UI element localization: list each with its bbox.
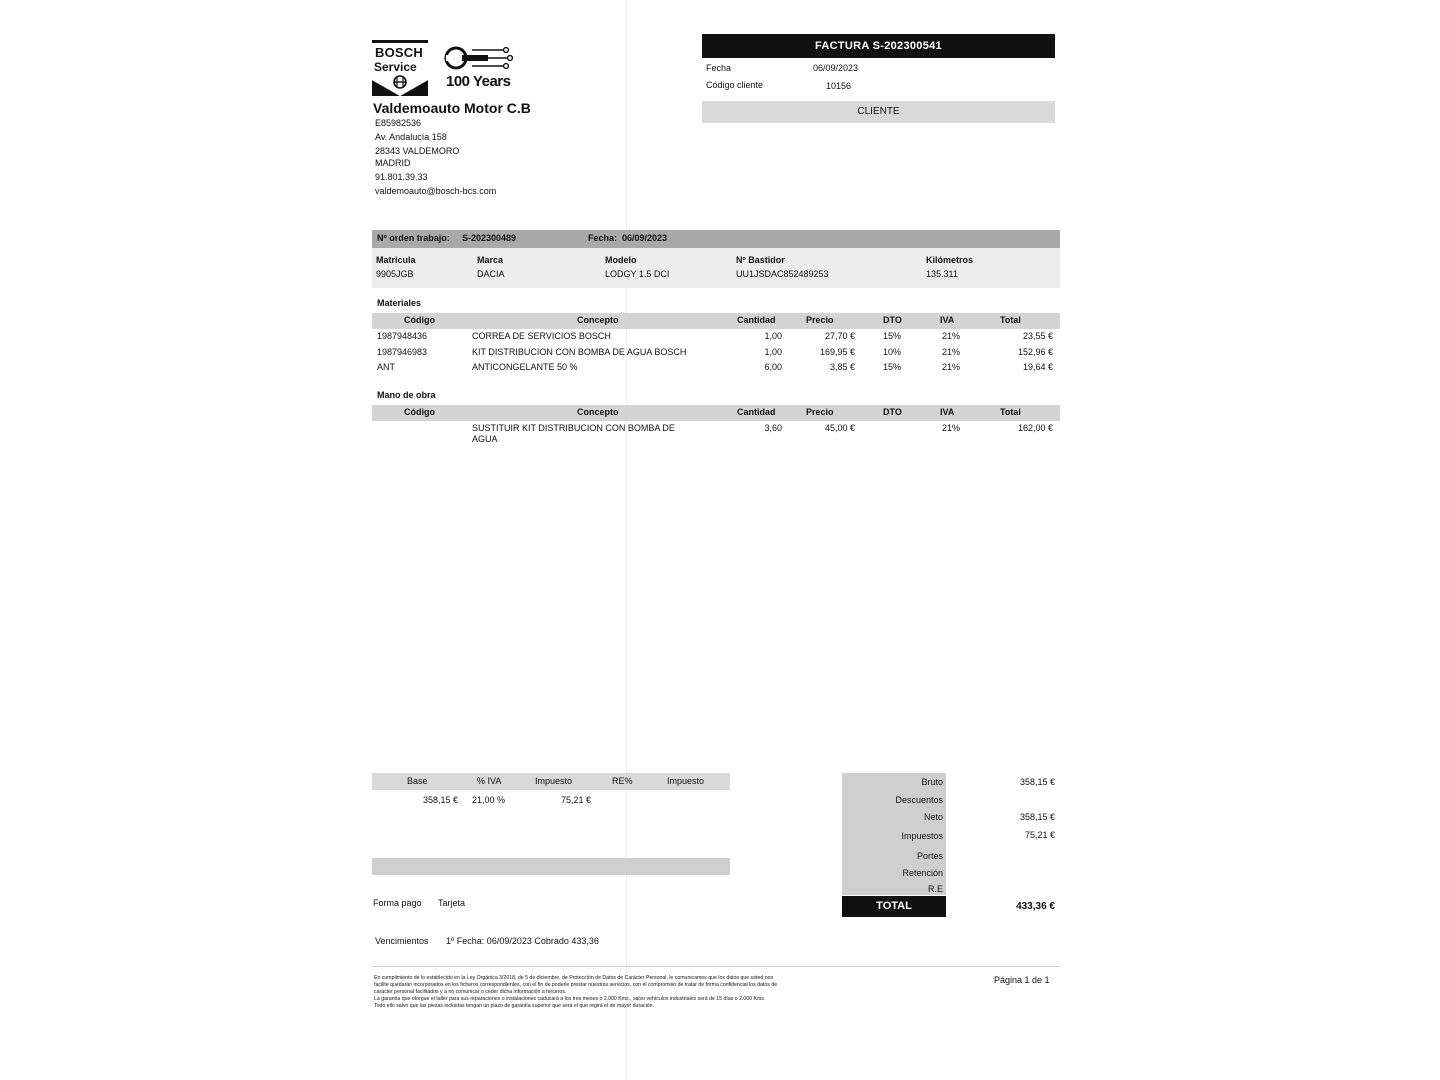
invoice-title: FACTURA S-202300541: [702, 34, 1055, 58]
material-iva: 21%: [942, 347, 961, 357]
total-label-retention: Retención: [902, 868, 943, 878]
materials-col-total: Total: [1000, 315, 1021, 325]
client-bar: CLIENTE: [702, 101, 1055, 123]
total-label-shipping: Portes: [916, 851, 943, 861]
total-value-gross: 358,15 €: [1019, 777, 1055, 787]
total-amount: 433,36 €: [1016, 901, 1055, 912]
material-code: 1987948436: [377, 331, 428, 341]
total-label: TOTAL: [842, 896, 946, 917]
logo-sub: Service: [374, 60, 417, 74]
tax-base: 358,15 €: [422, 795, 458, 805]
total-label-re: R.E: [927, 884, 943, 894]
materials-header-bar: [372, 313, 1060, 329]
materials-col-code: Código: [404, 315, 435, 325]
material-qty: 1,00: [764, 331, 782, 341]
labor-qty: 3,60: [764, 423, 782, 433]
page-fold-line: [626, 0, 627, 1080]
legal-line: facilite quedarán incorporados en los ficheros correspondientes, con el fin de poderle prestar nuestros servicios, con el compromiso de tratar de forma confidencial los datos de: [374, 982, 778, 988]
material-dto: 15%: [883, 331, 902, 341]
legal-line: En cumplimiento de lo establecido en la Ley Orgánica 3/2018, de 5 de diciembre, de Protección de Datos de Carácter Personal, le comunicamos que los datos que usted nos: [374, 975, 774, 981]
bosch-service-logo: [372, 40, 428, 96]
materials-col-qty: Cantidad: [737, 315, 776, 325]
total-label-net: Neto: [923, 812, 943, 822]
wrench-circuit-icon: [442, 44, 514, 74]
labor-total: 162,00 €: [1017, 423, 1053, 433]
vehicle-header-brand: Marca: [477, 255, 504, 265]
materials-col-concept: Concepto: [577, 315, 619, 325]
tax-col-iva: % IVA: [477, 776, 502, 786]
company-phone: 91.801.39.33: [375, 172, 428, 182]
vehicle-plate: 9905JGB: [376, 269, 414, 279]
materials-title: Materiales: [377, 298, 422, 308]
labor-col-dto: DTO: [883, 407, 902, 417]
vehicle-vin: UU1JSDAC852489253: [736, 269, 829, 279]
payment-method: Tarjeta: [438, 898, 466, 908]
tax-col-base: Base: [407, 776, 428, 786]
company-cif: E85982536: [375, 118, 422, 128]
100-years-logo: [442, 44, 514, 96]
legal-line: La garantía que otorgue el taller para sus reparaciones o instalaciones caducará a los tres meses o 2.000 Kms., salvo vehículos industriales será de 15 días o 2.000 Kms.: [374, 996, 766, 1002]
material-code: 1987946983: [377, 347, 428, 357]
labor-concept-line1: SUSTITUIR KIT DISTRIBUCION CON BOMBA DE: [472, 423, 675, 433]
total-value-taxes: 75,21 €: [1024, 830, 1055, 840]
labor-col-total: Total: [1000, 407, 1021, 417]
material-total: 23,55 €: [1022, 331, 1053, 341]
invoice-page: [358, 0, 1074, 1080]
vehicle-header-plate: Matricula: [376, 255, 416, 265]
logo-brand: BOSCH: [375, 45, 423, 60]
work-order-date-label: Fecha:: [588, 233, 618, 243]
anniversary-text: 100 Years: [446, 73, 511, 90]
material-price: 27,70 €: [824, 331, 855, 341]
company-city: 28343 VALDEMORO: [375, 146, 460, 156]
material-total: 19,64 €: [1022, 362, 1053, 372]
total-value-net: 358,15 €: [1019, 812, 1055, 822]
total-label-gross: Bruto: [921, 777, 943, 787]
work-order-date: 06/09/2023: [622, 233, 668, 243]
vehicle-brand: DACIA: [477, 269, 505, 279]
vehicle-km: 135.311: [926, 269, 958, 279]
total-label-discounts: Descuentos: [895, 795, 943, 805]
material-dto: 15%: [883, 362, 902, 372]
vehicle-header-km: Kilómetros: [926, 255, 974, 265]
material-iva: 21%: [942, 331, 961, 341]
legal-line: Todo ello salvo que las piezas incluidas tengan un plazo de garantía superior que será el que regirá el de mayor duración.: [374, 1003, 655, 1009]
labor-iva: 21%: [942, 423, 961, 433]
material-iva: 21%: [942, 362, 961, 372]
labor-price: 45,00 €: [824, 423, 855, 433]
labor-title: Mano de obra: [377, 390, 436, 400]
tax-rate: 21,00 %: [472, 795, 506, 805]
vehicle-header-model: Modelo: [605, 255, 637, 265]
labor-concept-line2: AGUA: [472, 434, 498, 444]
materials-col-iva: IVA: [940, 315, 955, 325]
material-concept: CORREA DE SERVICIOS BOSCH: [472, 331, 611, 341]
client-code-label: Código cliente: [706, 80, 764, 90]
material-price: 169,95 €: [819, 347, 855, 357]
tax-amount: 75,21 €: [560, 795, 591, 805]
tax-empty-bar: [372, 858, 730, 875]
labor-col-qty: Cantidad: [737, 407, 776, 417]
due-text: 1º Fecha: 06/09/2023 Cobrado 433,36: [446, 936, 599, 946]
payment-method-label: Forma pago: [373, 898, 422, 908]
bosch-emblem-icon: [372, 74, 428, 96]
material-qty: 1,00: [764, 347, 782, 357]
vehicle-header-vin: Nº Bastidor: [736, 255, 785, 265]
material-concept: ANTICONGELANTE 50 %: [472, 362, 578, 372]
legal-line: carácter personal facilitados y a no comunicar o ceder dicha información a terceros.: [374, 989, 567, 995]
material-dto: 10%: [883, 347, 902, 357]
labor-col-iva: IVA: [940, 407, 955, 417]
work-order-label: Nº orden trabajo:: [377, 233, 450, 243]
materials-col-price: Precio: [806, 315, 834, 325]
work-order-number: S-202300489: [462, 233, 517, 243]
materials-col-dto: DTO: [883, 315, 902, 325]
labor-col-code: Código: [404, 407, 435, 417]
company-name: Valdemoauto Motor C.B: [373, 100, 531, 116]
footer-separator: [372, 966, 1060, 967]
due-label: Vencimientos: [375, 936, 429, 946]
total-label-taxes: Impuestos: [901, 831, 943, 841]
tax-col-tax: Impuesto: [535, 776, 573, 786]
invoice-date: 06/09/2023: [813, 63, 859, 73]
company-region: MADRID: [375, 158, 411, 168]
client-code: 10156: [826, 81, 852, 91]
company-email: valdemoauto@bosch-bcs.com: [375, 186, 497, 196]
vehicle-box: [372, 248, 1060, 288]
material-qty: 6,00: [764, 362, 782, 372]
page-number: Página 1 de 1: [994, 975, 1050, 985]
vehicle-model: LODGY 1.5 DCI: [605, 269, 670, 279]
tax-col-re: RE%: [612, 776, 633, 786]
material-price: 3,85 €: [829, 362, 855, 372]
material-total: 152,96 €: [1017, 347, 1053, 357]
labor-header-bar: [372, 405, 1060, 421]
company-address: Av. Andalucía 158: [375, 132, 447, 142]
material-concept: KIT DISTRIBUCION CON BOMBA DE AGUA BOSCH: [472, 347, 687, 357]
labor-col-concept: Concepto: [577, 407, 619, 417]
labor-col-price: Precio: [806, 407, 834, 417]
material-code: ANT: [377, 362, 395, 372]
tax-col-re-tax: Impuesto: [667, 776, 705, 786]
invoice-date-label: Fecha: [706, 63, 732, 73]
